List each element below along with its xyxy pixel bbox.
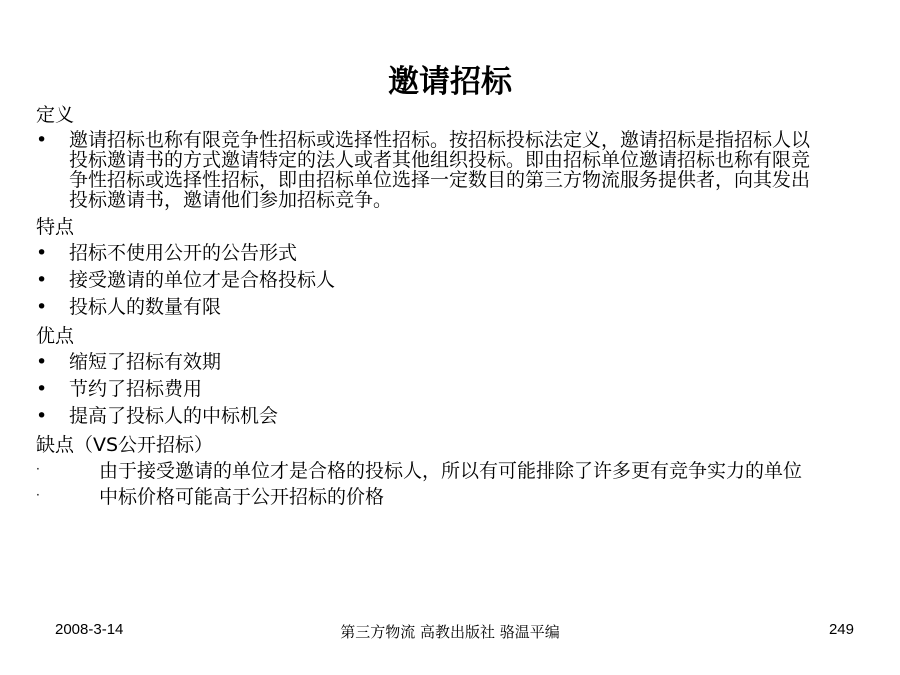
feature-text: 招标不使用公开的公告形式 [69, 242, 298, 264]
disadvantage-text: 由于接受邀请的单位才是合格的投标人，所以有可能排除了许多更有竞争实力的单位 [99, 460, 803, 482]
features-heading: 特点 [36, 216, 75, 238]
disadvantages-heading: 缺点（VS公开招标） [36, 434, 214, 456]
feature-text: 接受邀请的单位才是合格投标人 [69, 269, 336, 291]
bullet-icon: • [36, 378, 48, 400]
list-item [36, 242, 816, 265]
list-item [36, 269, 816, 292]
slide-content [36, 104, 816, 512]
bullet-icon: • [36, 405, 48, 427]
list-item [36, 130, 816, 210]
disadvantage-text: 中标价格可能高于公开招标的价格 [99, 486, 385, 508]
bullet-icon: • [36, 269, 48, 291]
advantage-text: 节约了招标费用 [69, 378, 203, 400]
list-item [36, 460, 816, 482]
feature-text: 投标人的数量有限 [69, 296, 222, 318]
list-item [36, 405, 816, 428]
bullet-icon: • [36, 296, 48, 318]
definition-text: 邀请招标也称有限竞争性招标或选择性招标。按招标投标法定义，邀请招标是指招标人以投标邀请书的方式邀请特定的法人或者其他组织投标。即由招标单位邀请招标也称有限竞争性招标或选择性招标，即由招标单位选择一定数目的第三方物流服务提供者，向其发出投标邀请书，邀请他们参加招标竞争。 [69, 129, 811, 211]
definition-heading: 定义 [36, 104, 75, 126]
bullet-icon: · [36, 488, 40, 502]
advantage-text: 提高了投标人的中标机会 [69, 405, 279, 427]
list-item [36, 351, 816, 374]
list-item [36, 378, 816, 401]
bullet-icon: • [36, 129, 48, 151]
advantages-heading: 优点 [36, 325, 75, 347]
bullet-icon: • [36, 351, 48, 373]
slide-title: 邀请招标 [388, 64, 512, 100]
list-item [36, 296, 816, 319]
bullet-icon: • [36, 242, 48, 264]
bullet-icon: · [36, 462, 40, 476]
page-number: 249 [828, 621, 854, 638]
footer-source: 第三方物流 高教出版社 骆温平编 [340, 623, 560, 641]
advantage-text: 缩短了招标有效期 [69, 351, 222, 373]
list-item [36, 486, 816, 508]
footer-date: 2008-3-14 [55, 621, 124, 638]
